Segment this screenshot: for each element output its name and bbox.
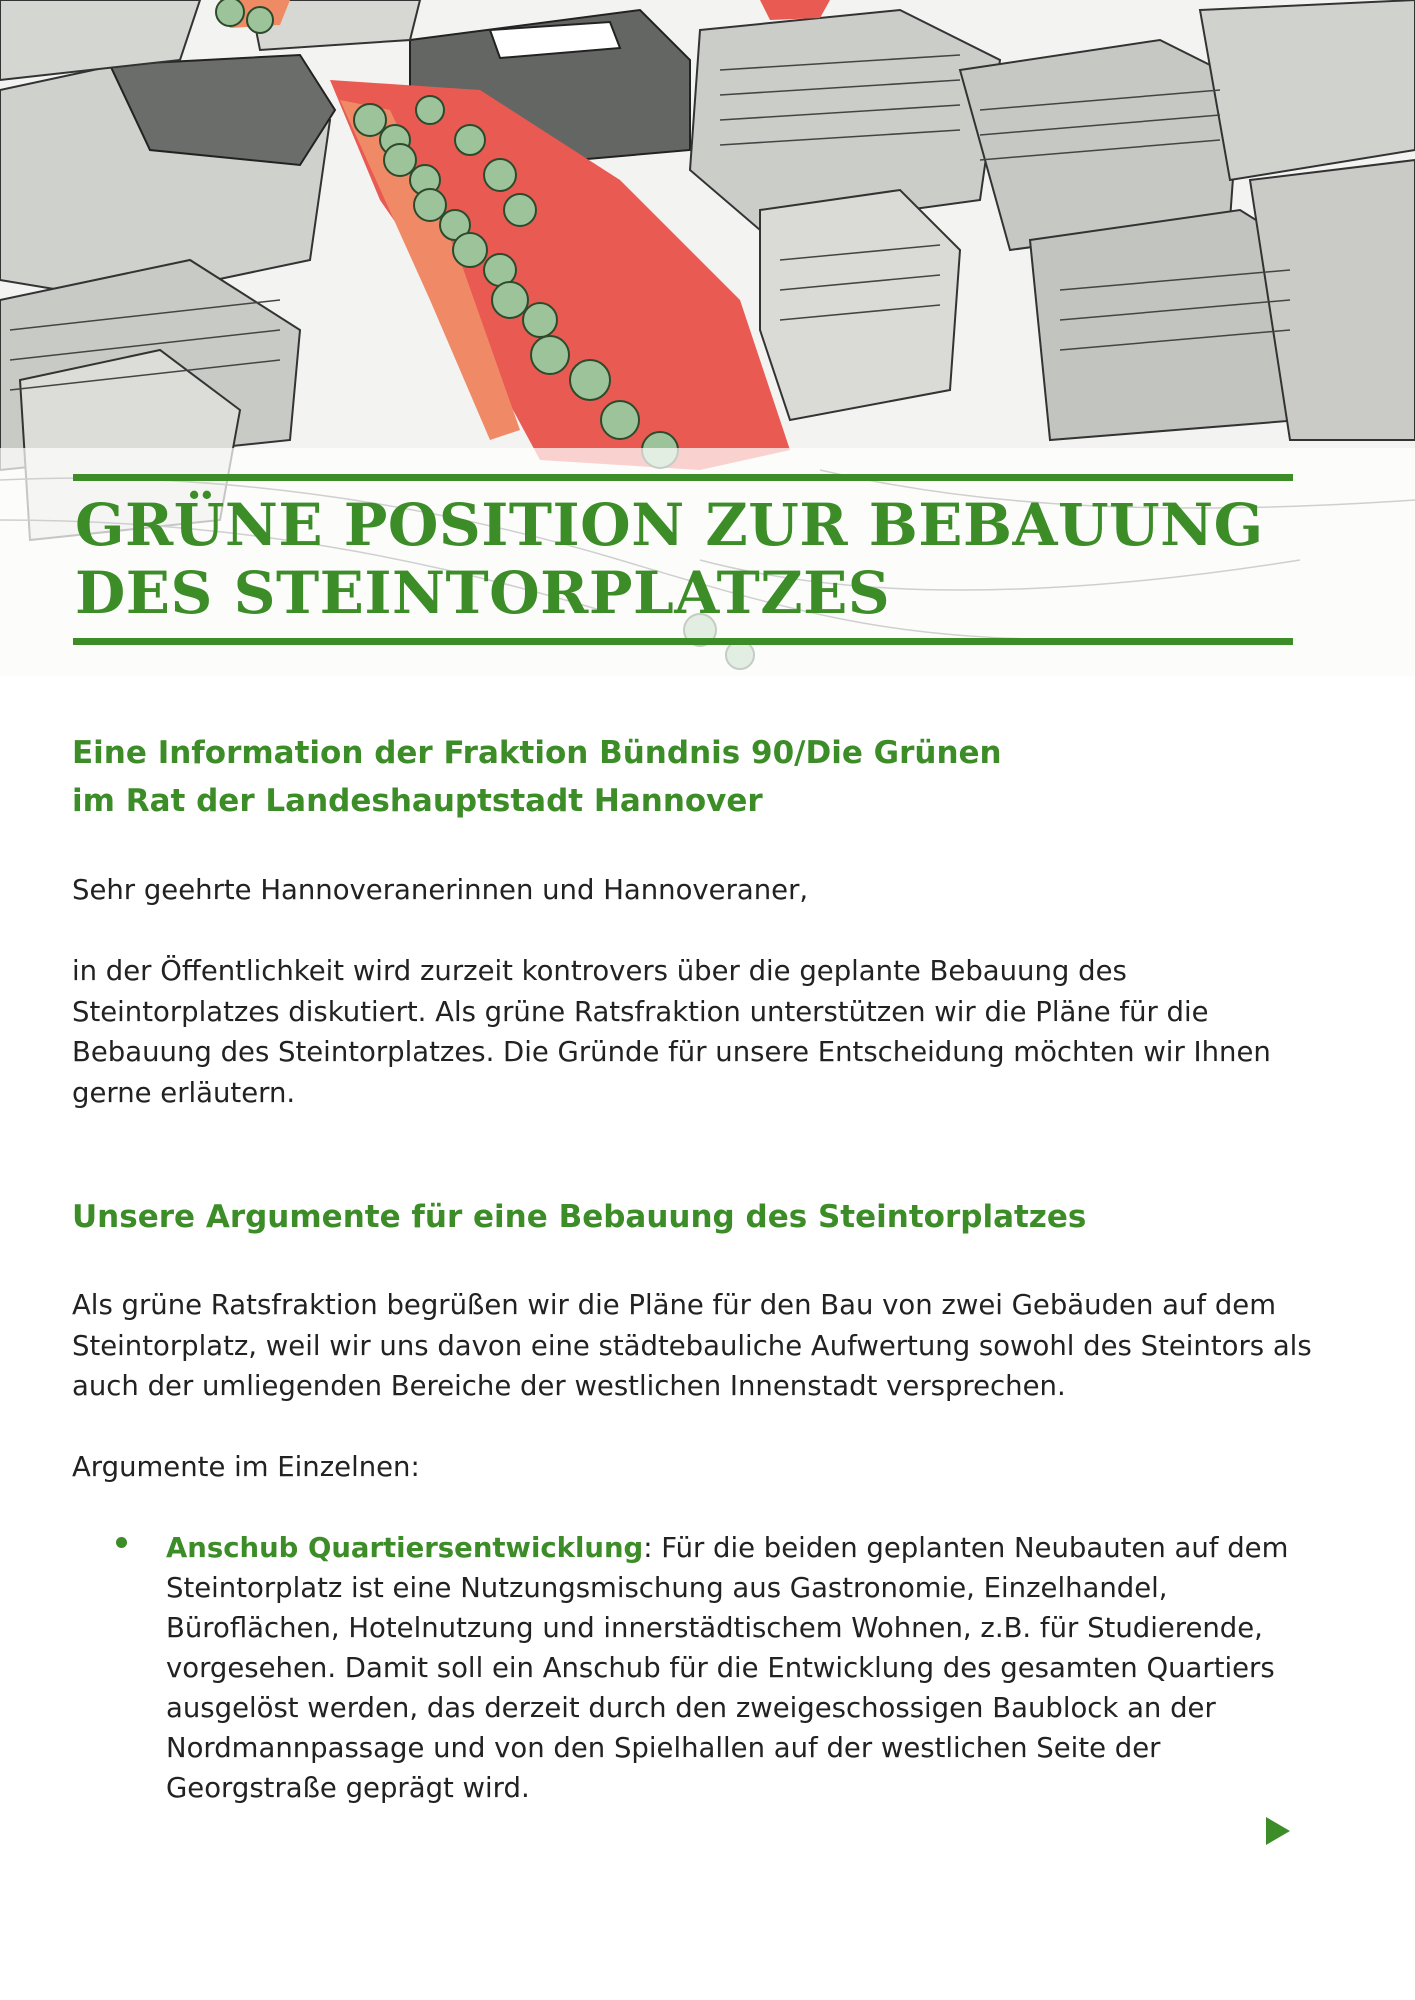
bullet-icon [116, 1537, 127, 1548]
subtitle-line-2: im Rat der Landeshauptstadt Hannover [72, 783, 763, 819]
arguments-intro-paragraph: Als grüne Ratsfraktion begrüßen wir die Pläne für den Bau von zwei Gebäuden auf dem Steintorplatz, weil wir uns davon eine städtebauliche Aufwertung sowohl des Steintors als auch der umliegenden Bereiche der westlichen Innenstadt versprechen. [72, 1289, 1312, 1402]
intro-paragraph: in der Öffentlichkeit wird zurzeit kontrovers über die geplante Bebauung des Steintorplatzes diskutiert. Als grüne Ratsfraktion unterstützen wir die Pläne für die Bebauung des Steintorplatzes. Die Gründe für unsere Entscheidung möchten wir Ihnen gerne erläutern. [72, 955, 1271, 1109]
title-bottom-rule [73, 638, 1293, 645]
page-title-line-2: DES STEINTORPLATZES [75, 559, 891, 627]
greeting-paragraph: Sehr geehrte Hannoveranerinnen und Hannoveraner, [72, 874, 809, 906]
bullet-term: Anschub Quartiersentwicklung [166, 1532, 644, 1564]
subtitle-line-1: Eine Information der Fraktion Bündnis 90/Die Grünen [72, 735, 1002, 771]
bullet-description: Für die beiden geplanten Neubauten auf dem Steintorplatz ist eine Nutzungsmischung aus Gastronomie, Einzelhandel, Büroflächen, Hotelnutzung und innerstädtischem Wohnen, z.B. für Studierende, vorgesehen. Damit soll ein Anschub für die Entwicklung des gesamten Quartiers ausgelöst werden, das derzeit durch den zweigeschossigen Baublock an der Nordmannpassage und von den Spielhallen auf der westlichen Seite der Georgstraße geprägt wird. [166, 1532, 1289, 1804]
section-heading: Unsere Argumente für eine Bebauung des Steintorplatzes [72, 1199, 1087, 1235]
title-top-rule [73, 474, 1293, 481]
arguments-label: Argumente im Einzelnen: [72, 1451, 420, 1483]
play-triangle-icon[interactable] [1266, 1817, 1290, 1845]
bullet-text [166, 1528, 1296, 1808]
page-title-line-1: GRÜNE POSITION ZUR BEBAUUNG [75, 491, 1264, 559]
bullet-separator: : [643, 1532, 653, 1564]
